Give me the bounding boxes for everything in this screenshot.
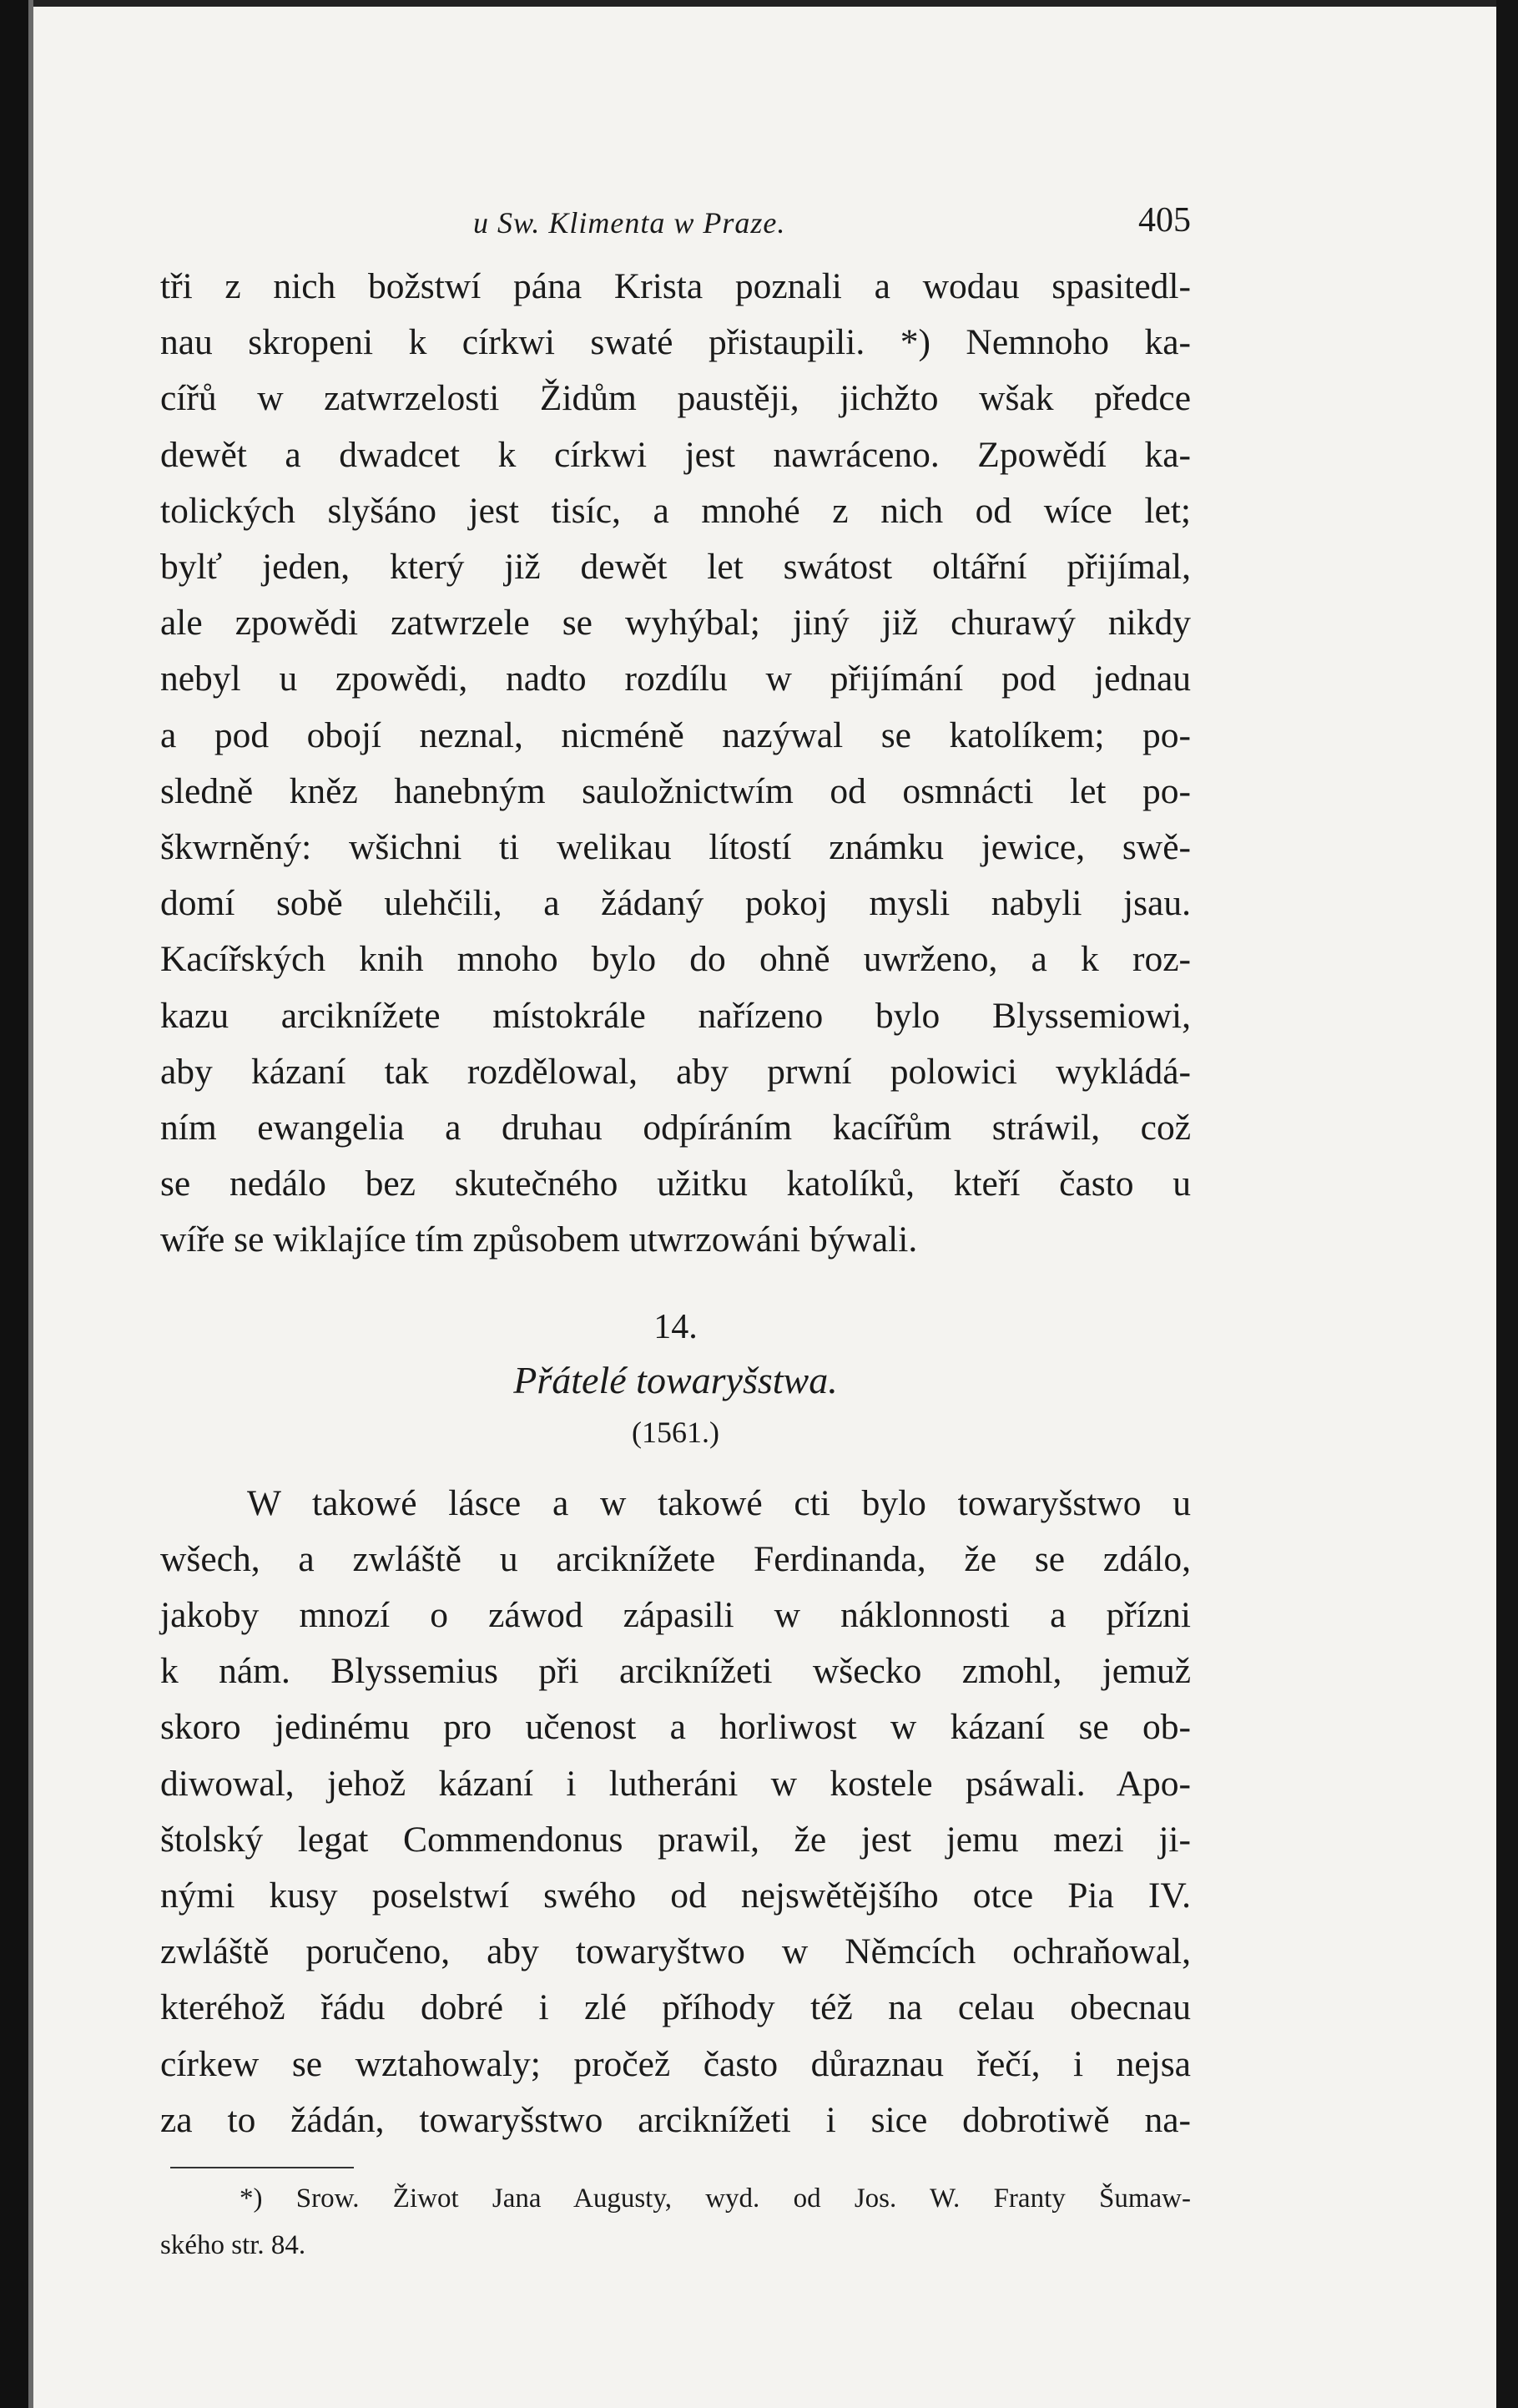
text-line: škwrněný: wšichni ti welikau lítostí známku jewice, swě- (160, 827, 1191, 868)
text-line: wíře se wiklajíce tím způsobem utwrzowáni býwali. (160, 1219, 918, 1260)
section-title: Přátelé towaryšstwa. (513, 1358, 838, 1401)
text-line: skoro jedinému pro učenost a horliwost w kázaní se ob- (160, 1707, 1191, 1748)
text-line: tři z nich božstwí pána Krista poznali a wodau spasitedl- (160, 266, 1191, 306)
text-line: Kacířských knih mnoho bylo do ohně uwrženo, a k roz- (160, 939, 1191, 980)
footnote-rule (170, 2167, 354, 2168)
text-line: W takowé lásce a w takowé cti bylo towaryšstwo u (247, 1482, 1191, 1523)
text-line: ale zpowědi zatwrzele se wyhýbal; jiný již churawý nikdy (160, 603, 1191, 644)
text-line: štolský legat Commendonus prawil, že jest jemu mezi ji- (160, 1819, 1191, 1860)
text-line: jakoby mnozí o záwod zápasili w náklonnosti a přízni (160, 1595, 1191, 1636)
running-title: u Sw. Klimenta w Praze. (473, 206, 786, 240)
section-number: 14. (653, 1307, 698, 1346)
scan-edge-left (0, 0, 28, 2408)
footnote (160, 2175, 1191, 2269)
scan-edge-top (0, 0, 1518, 7)
text-line: cířů w zatwrzelosti Židům paustěji, jichžto wšak předce (160, 378, 1191, 419)
text-line: wšech, a zwláště u arciknížete Ferdinanda, že se zdálo, (160, 1538, 1191, 1579)
text-line: diwowal, jehož kázaní i lutheráni w kostele psáwali. Apo- (160, 1763, 1191, 1804)
text-line: domí sobě ulehčili, a žádaný pokoj mysli nabyli jsau. (160, 883, 1191, 924)
text-line: a pod obojí neznal, nicméně nazýwal se katolíkem; po- (160, 714, 1191, 755)
scan-edge-left-shadow (28, 0, 33, 2408)
text-line: církew se wztahowaly; pročež často důraznau řečí, i nejsa (160, 2043, 1191, 2084)
running-head (160, 192, 1191, 259)
text-line: k nám. Blyssemius při arciknížeti wšecko zmohl, jemuž (160, 1651, 1191, 1692)
footnote-line: ského str. 84. (160, 2230, 306, 2261)
text-line: sledně kněz hanebným sauložnictwím od osmnácti let po- (160, 770, 1191, 811)
section-year: (1561.) (632, 1415, 719, 1449)
page-number: 405 (1138, 201, 1191, 240)
text-line: aby kázaní tak rozdělowal, aby prwní polowici wykládá- (160, 1051, 1191, 1092)
text-line: bylť jeden, který již dewět let swátost oltářní přijímal, (160, 547, 1191, 588)
text-line: tolických slyšáno jest tisíc, a mnohé z nich od wíce let; (160, 490, 1191, 531)
footnote-line: *) Srow. Žiwot Jana Augusty, wyd. od Jos. W. Franty Šumaw- (240, 2183, 1191, 2214)
text-line: dewět a dwadcet k církwi jest nawráceno. Zpowědí ka- (160, 434, 1191, 475)
text-line: kazu arciknížete místokrále nařízeno bylo Blyssemiowi, (160, 995, 1191, 1036)
text-line: ním ewangelia a druhau odpíráním kacířům stráwil, což (160, 1108, 1191, 1148)
text-line: zwláště poručeno, aby towaryštwo w Němcích ochraňowal, (160, 1931, 1191, 1972)
text-line: nými kusy poselstwí swého od nejswětějšího otce Pia IV. (160, 1875, 1191, 1916)
text-line: se nedálo bez skutečného užitku katolíků, kteří často u (160, 1164, 1191, 1204)
scan-edge-right (1496, 0, 1518, 2408)
paragraph-2 (160, 1476, 1191, 2148)
text-line: kteréhož řádu dobré i zlé příhody též na celau obecnau (160, 1987, 1191, 2028)
text-line: za to žádán, towaryšstwo arciknížeti i sice dobrotiwě na- (160, 2099, 1191, 2140)
paragraph-1 (160, 259, 1191, 1269)
text-block (160, 192, 1191, 2269)
text-line: nau skropeni k církwi swaté přistaupili. *) Nemnoho ka- (160, 322, 1191, 363)
text-line: nebyl u zpowědi, nadto rozdílu w přijímání pod jednau (160, 659, 1191, 699)
